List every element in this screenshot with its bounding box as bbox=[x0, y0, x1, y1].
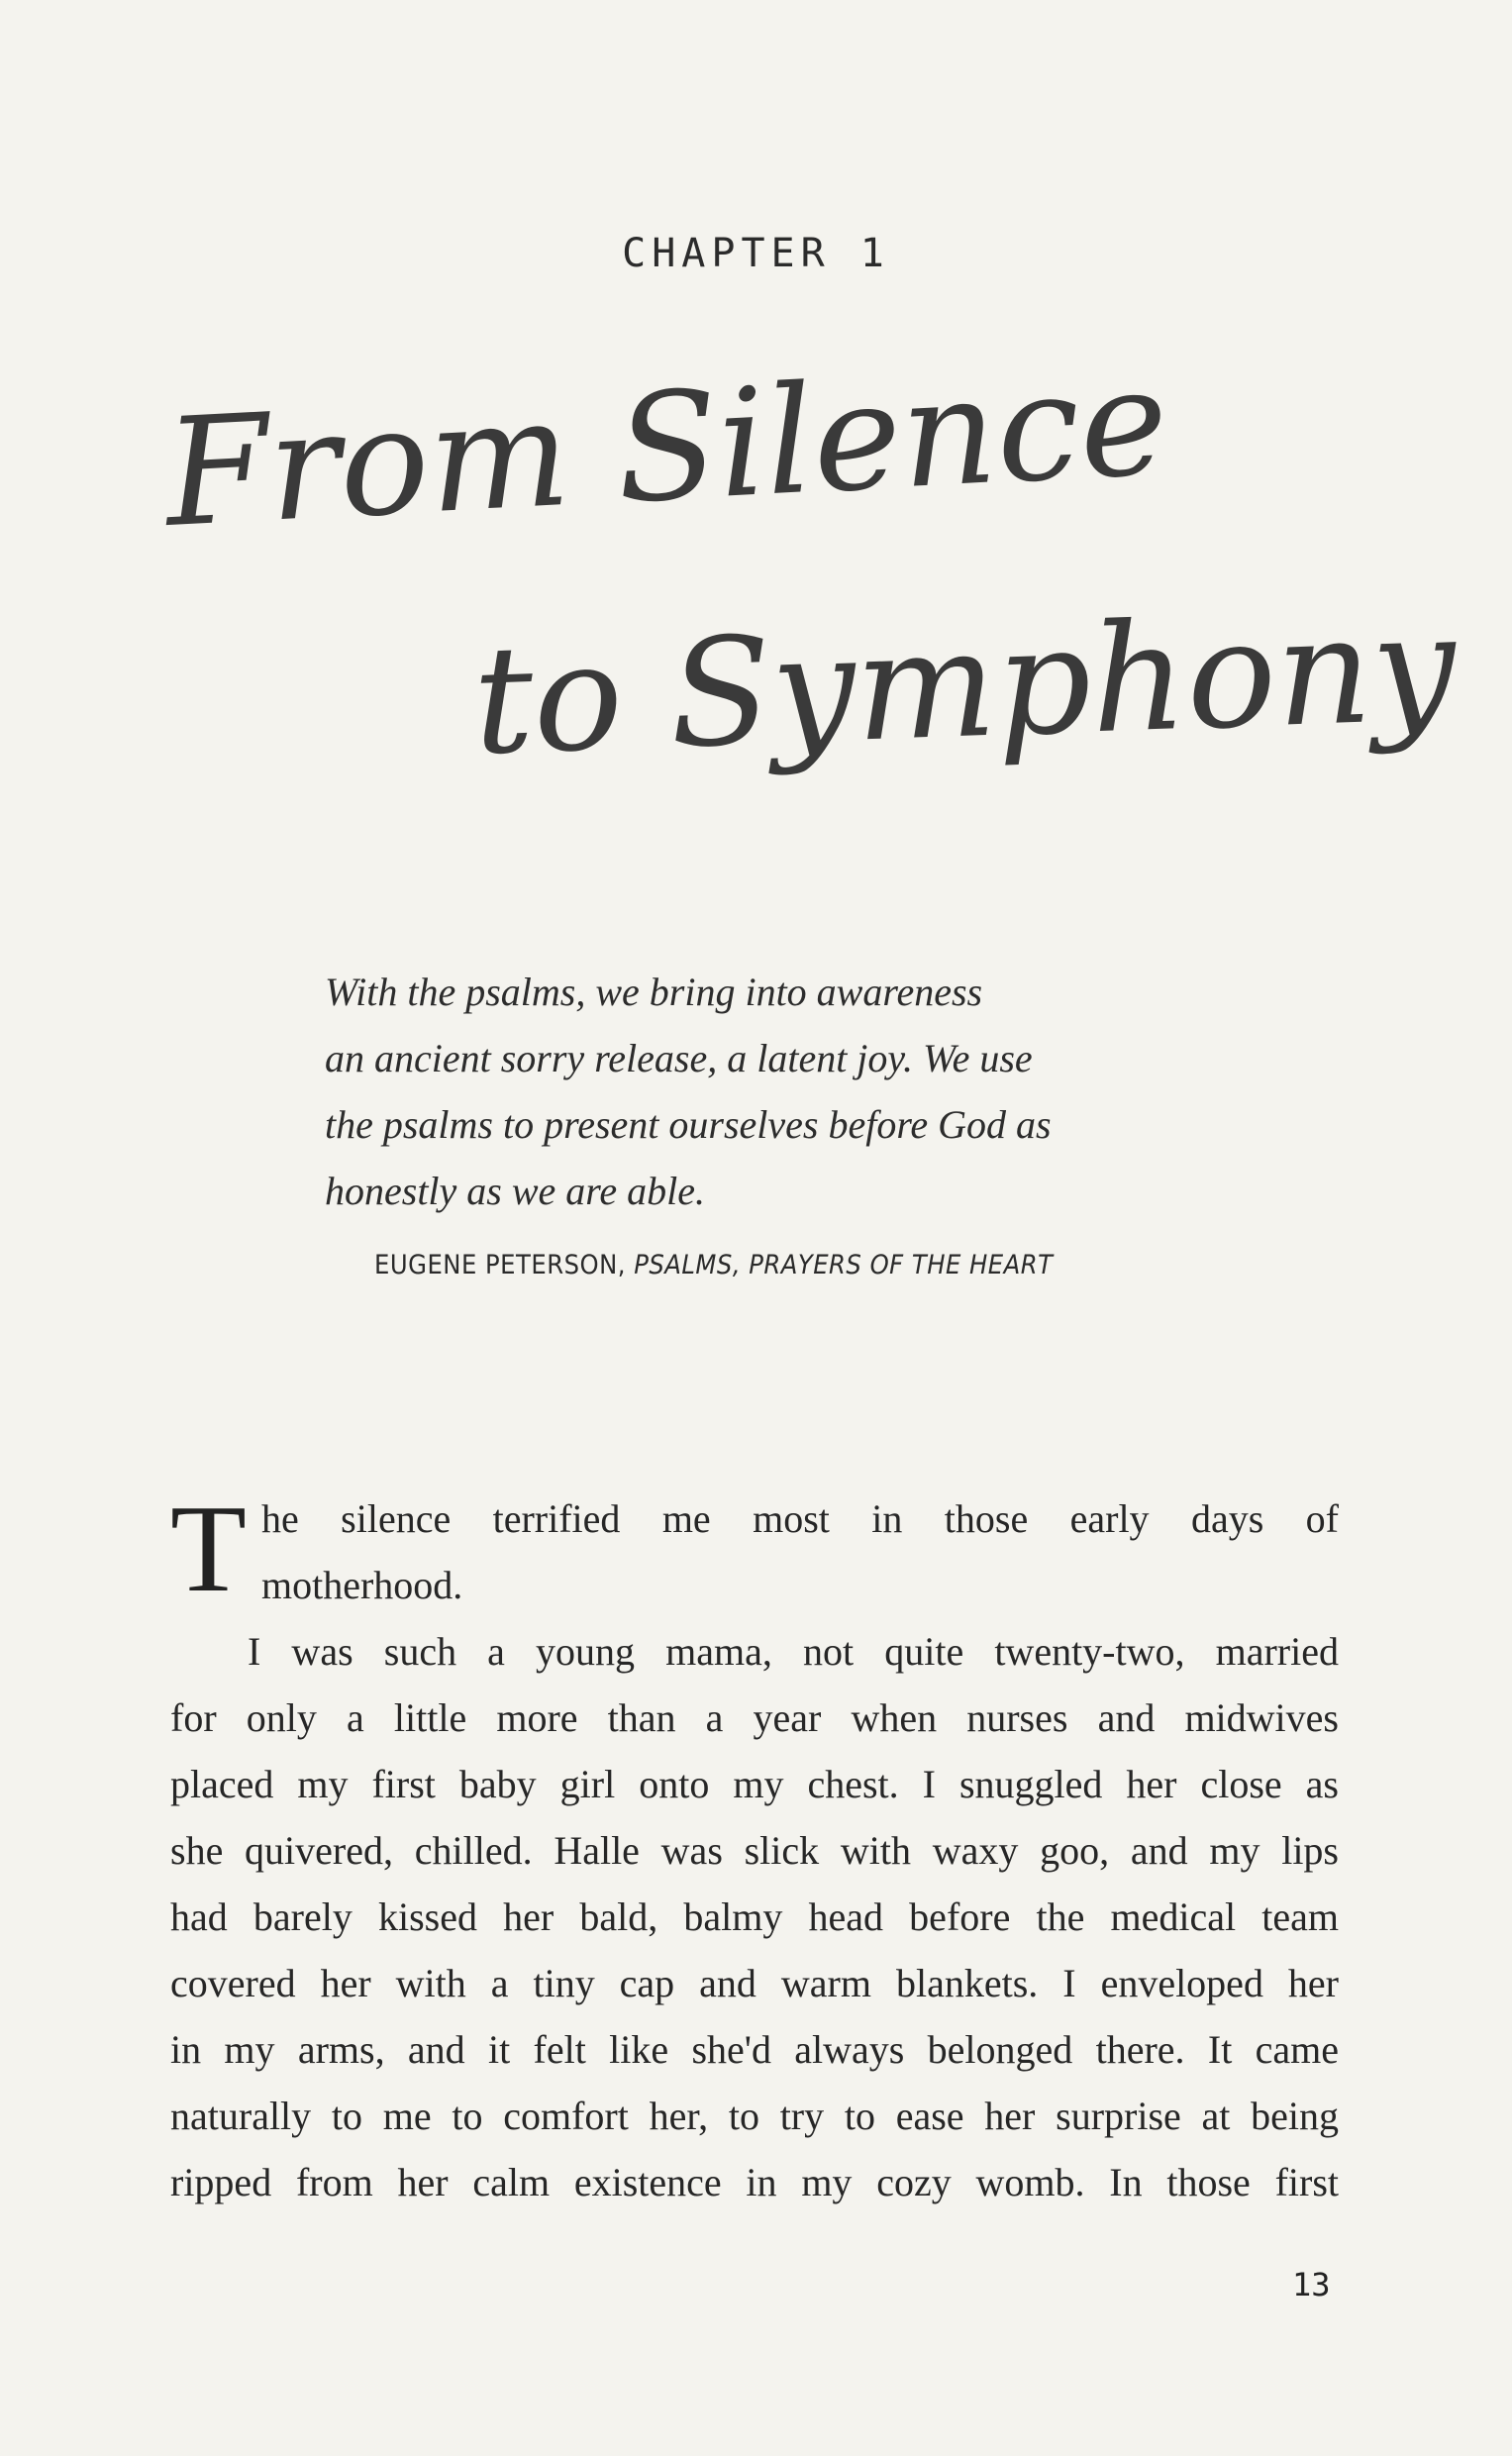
epigraph-line: honestly as we are able. bbox=[325, 1169, 706, 1213]
text-line: covered her with a tiny cap and warm blankets. I enveloped her bbox=[170, 1961, 1339, 2005]
page-number: 13 bbox=[1292, 2266, 1331, 2303]
chapter-title-line2: to Symphony bbox=[470, 581, 1459, 788]
attribution-work: PSALMS, PRAYERS OF THE HEART bbox=[634, 1250, 1054, 1280]
text-line: placed my first baby girl onto my chest. I snuggled her close as bbox=[170, 1762, 1339, 1806]
text-line: in my arms, and it felt like she'd always belonged there. It came bbox=[170, 2027, 1339, 2072]
attribution-author: EUGENE PETERSON, bbox=[374, 1250, 626, 1280]
body-text bbox=[170, 1481, 1339, 2215]
epigraph-line: an ancient sorry release, a latent joy. We use bbox=[325, 1036, 1033, 1080]
epigraph-line: the psalms to present ourselves before God as bbox=[325, 1102, 1052, 1147]
text-line: naturally to me to comfort her, to try to ease her surprise at being bbox=[170, 2094, 1339, 2138]
text-line: I was such a young mama, not quite twenty-two, married bbox=[248, 1629, 1339, 1674]
text-line: for only a little more than a year when nurses and midwives bbox=[170, 1695, 1339, 1740]
chapter-title bbox=[149, 336, 1459, 961]
epigraph bbox=[325, 959, 1216, 1224]
chapter-label: CHAPTER 1 bbox=[622, 231, 890, 276]
text-line: he silence terrified me most in those early days of bbox=[261, 1496, 1339, 1541]
epigraph-attribution bbox=[374, 1250, 1265, 1280]
chapter-title-line1: From Silence bbox=[160, 336, 1172, 561]
text-line: motherhood. bbox=[261, 1563, 463, 1607]
text-line: she quivered, chilled. Halle was slick with waxy goo, and my lips bbox=[170, 1828, 1339, 1873]
text-line: had barely kissed her bald, balmy head before the medical team bbox=[170, 1894, 1339, 1939]
paragraph bbox=[170, 1481, 1339, 1618]
text-line: ripped from her calm existence in my cozy womb. In those first bbox=[170, 2160, 1339, 2204]
paragraph bbox=[170, 1618, 1339, 2215]
drop-cap: T bbox=[170, 1481, 247, 1618]
epigraph-line: With the psalms, we bring into awareness bbox=[325, 970, 983, 1014]
